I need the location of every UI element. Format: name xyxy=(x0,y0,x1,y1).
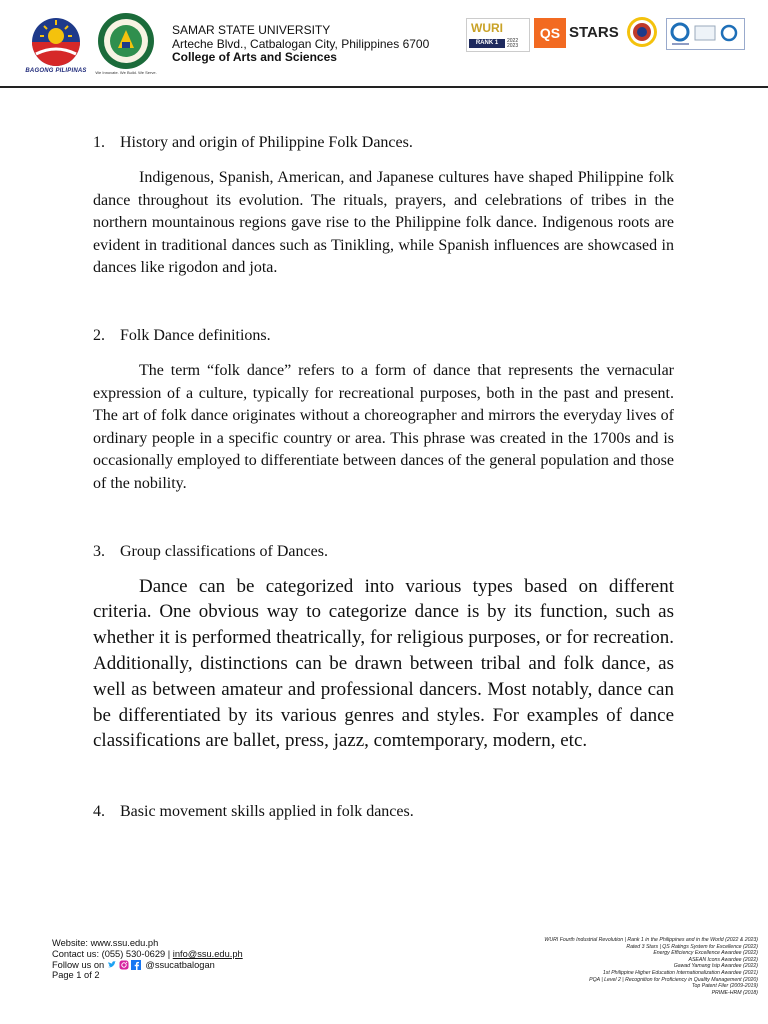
twitter-icon[interactable] xyxy=(107,960,117,970)
section-4-title: Basic movement skills applied in folk dances. xyxy=(120,803,414,821)
university-address: Arteche Blvd., Catbalogan City, Philippines 6700 xyxy=(172,36,430,51)
section-1-title: History and origin of Philippine Folk Dances. xyxy=(120,134,413,151)
award-line: Gawad Yamang Isip Awardee (2022) xyxy=(673,963,758,970)
header-divider xyxy=(0,86,768,88)
award-line: ASEAN Icons Awardee (2022) xyxy=(688,956,758,963)
footer-awards xyxy=(458,937,758,996)
award-line: PQA | Level 2 | Recognition for Proficiency in Quality Management (2020) xyxy=(589,976,758,983)
section-2-title: Folk Dance definitions. xyxy=(120,326,271,344)
iso-certification-logos xyxy=(666,18,745,50)
page-number: Page 1 of 2 xyxy=(52,970,100,981)
section-4-heading xyxy=(93,801,674,823)
instagram-icon[interactable] xyxy=(119,960,129,970)
wuri-badge xyxy=(466,18,530,52)
award-line: WURI Fourth Industrial Revolution | Rank 1 in the Philippines and in the World (2022 & 2023) xyxy=(544,937,758,943)
document-body xyxy=(93,132,674,823)
footer-website: Website: www.ssu.edu.ph xyxy=(52,938,159,948)
wuri-label: WURI xyxy=(471,21,503,35)
section-2-heading xyxy=(93,325,674,347)
section-3-title: Group classifications of Dances. xyxy=(120,542,328,560)
section-3-heading xyxy=(93,541,674,563)
bagong-pilipinas-caption: BAGONG PILIPINAS xyxy=(25,68,87,74)
section-3-number: 3. xyxy=(93,542,105,560)
university-info xyxy=(172,24,429,65)
award-line: 1st Philippine Higher Education Internationalization Awardee (2021) xyxy=(602,969,758,976)
award-line: Energy Efficiency Excellence Awardee (2022) xyxy=(653,950,758,957)
section-1-number: 1. xyxy=(93,134,105,151)
university-name: SAMAR STATE UNIVERSITY xyxy=(172,23,331,37)
wuri-rank: RANK 1 xyxy=(469,39,505,48)
qs-stars-label: STARS xyxy=(569,24,619,41)
footer-social xyxy=(52,960,243,971)
qs-logo: QS xyxy=(534,18,566,48)
footer-contact xyxy=(52,938,243,981)
section-2-paragraph: The term “folk dance” refers to a form of dance that represents the vernacular expression of a culture, typically for recreational purposes, both in the past and present. The art of folk dance originates without a choreographer and mirrors the everyday lives of ordinary people in a specific country or area. This phrase was created in the 1700s and is occasionally employed to differentiate between dances of the general population and those of the nobility. xyxy=(93,361,674,492)
footer-email-link[interactable]: info@ssu.edu.ph xyxy=(172,948,243,959)
section-3-paragraph: Dance can be categorized into various types based on different criteria. One obvious way to categorize dance is by its function, such as whether it is performed theatrically, for religious purposes, or for recreation. Additionally, distinctions can be drawn between tribal and folk dance, as well as between amateur and professional dancers. Most notably, dance can be differentiated by its various genres and styles. For examples of dance classifications are ballet, press, jazz, comtemporary, modern, etc. xyxy=(93,575,674,752)
award-seal-icon xyxy=(626,16,658,48)
section-4-number: 4. xyxy=(93,803,105,821)
letterhead xyxy=(0,0,768,88)
wuri-years: 2022 2023 xyxy=(507,38,519,49)
college-name: College of Arts and Sciences xyxy=(172,50,337,64)
section-1-heading xyxy=(93,132,674,154)
bagong-pilipinas-logo xyxy=(22,14,90,76)
section-2-number: 2. xyxy=(93,326,105,344)
footer-phone: Contact us: (055) 530-0629 | xyxy=(52,948,173,959)
award-line: PRIME-HRM (2018) xyxy=(711,989,758,996)
award-line: Rated 3 Stars | QS Ratings System for Excellence (2022) xyxy=(626,943,758,950)
footer-contact-line xyxy=(52,949,243,960)
ssu-seal-caption: We Innovate. We Build. We Serve. xyxy=(95,70,157,75)
follow-label: Follow us on xyxy=(52,959,105,970)
facebook-icon[interactable] xyxy=(131,960,141,970)
ssu-seal xyxy=(95,12,157,78)
award-line: Top Patent Filer (2009-2019) xyxy=(691,983,758,990)
section-1-paragraph: Indigenous, Spanish, American, and Japanese cultures have shaped Philippine folk dance throughout its evolution. The rituals, prayers, and celebrations of tribes in the northern mountainous regions gave rise to the Philippine folk dance. Indigenous roots are evident in traditional dances such as Tinikling, while Spanish influences are showcased in dances like rigodon and jota. xyxy=(93,169,674,277)
social-handle[interactable]: @ssucatbalogan xyxy=(145,959,215,970)
